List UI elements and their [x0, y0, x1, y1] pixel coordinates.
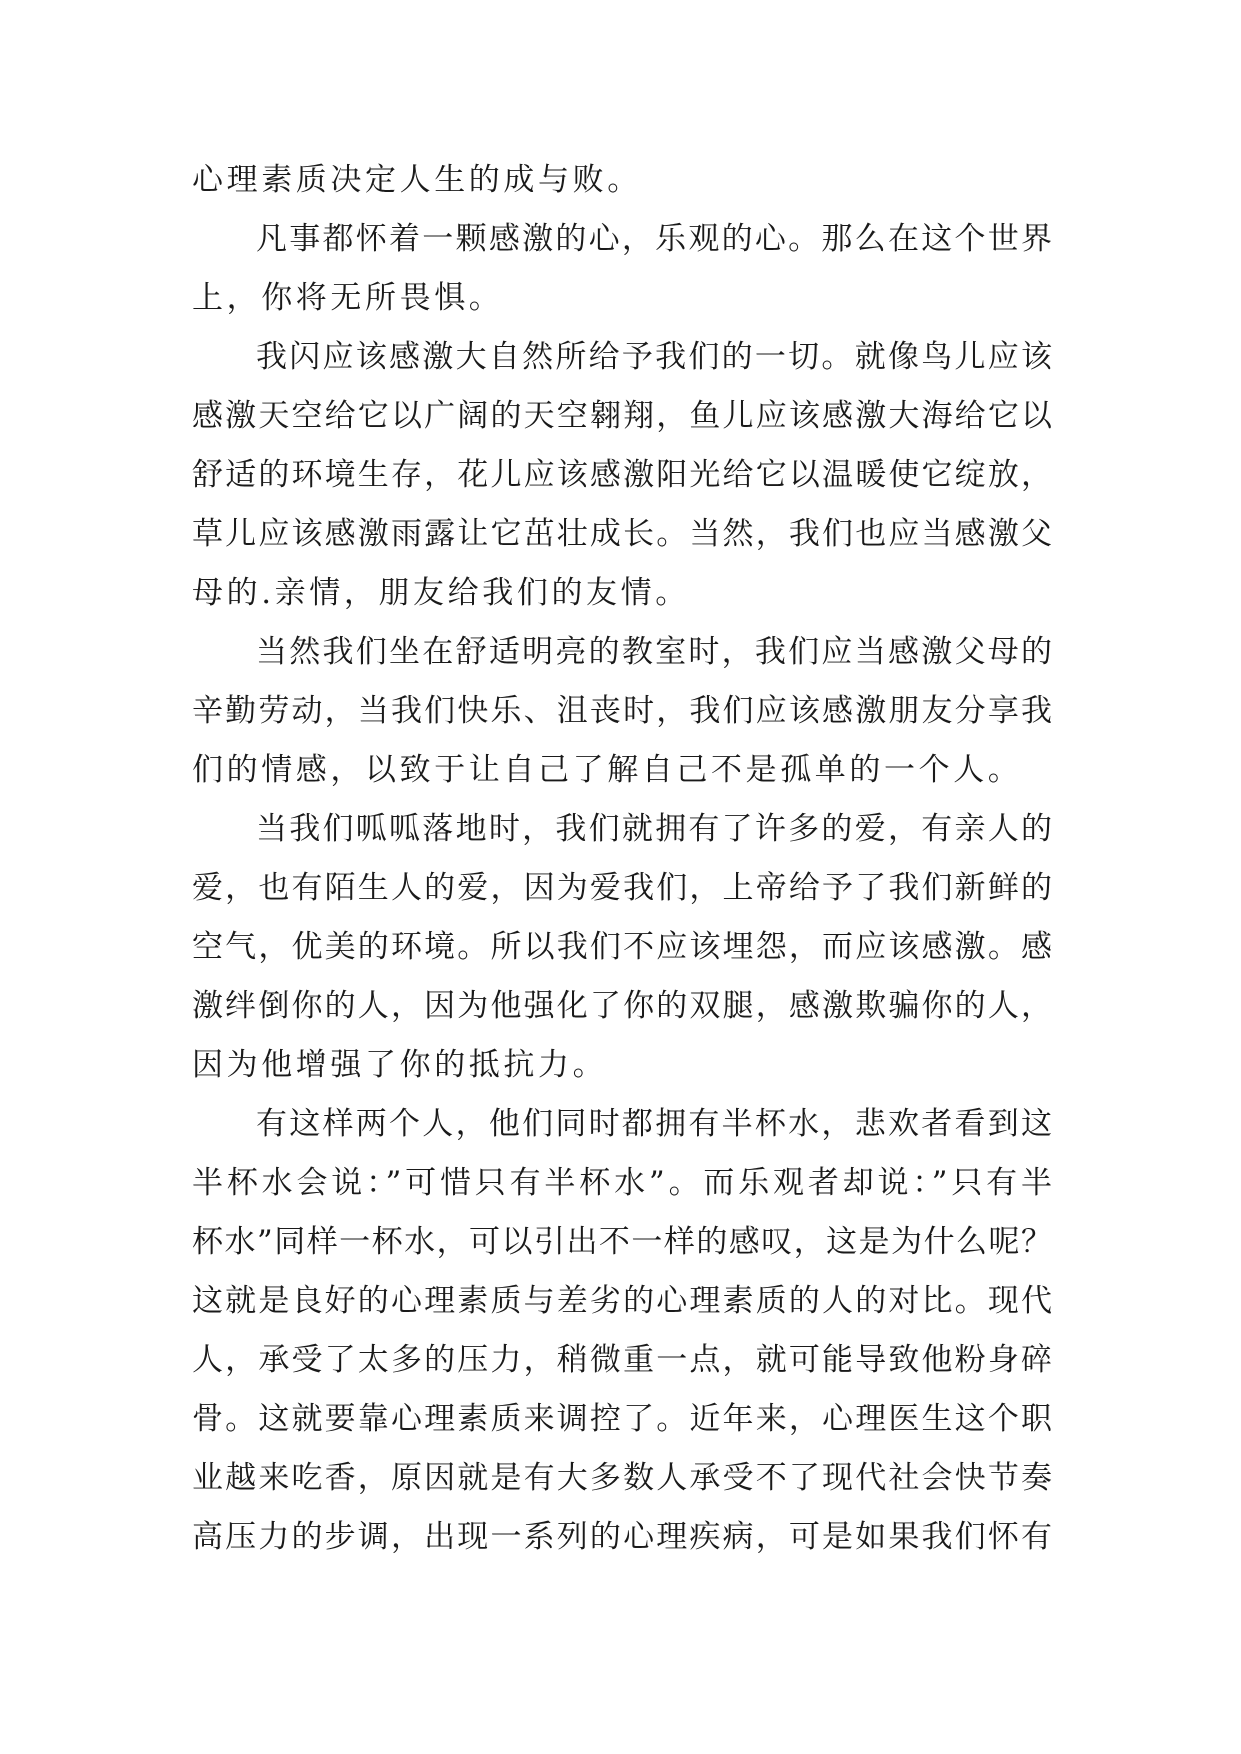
text-line: 空气，优美的环境。所以我们不应该埋怨，而应该感激。感 — [192, 929, 1052, 965]
body-text — [192, 151, 1052, 1567]
text-line: 舒适的环境生存，花儿应该感激阳光给它以温暖使它绽放， — [192, 457, 1052, 493]
text-line: 高压力的步调，出现一系列的心理疾病，可是如果我们怀有 — [192, 1519, 1052, 1555]
text-line: 当然我们坐在舒适明亮的教室时，我们应当感激父母的 — [256, 634, 1052, 670]
text-line: 半杯水会说：”可惜只有半杯水”。而乐观者却说：”只有半 — [192, 1165, 1052, 1201]
text-line: 们的情感，以致于让自己了解自己不是孤单的一个人。 — [192, 752, 1023, 788]
text-line: 上，你将无所畏惧。 — [192, 280, 504, 316]
text-line: 杯水”同样一杯水，可以引出不一样的感叹，这是为什么呢？ — [192, 1224, 1052, 1260]
text-line: 爱，也有陌生人的爱，因为爱我们，上帝给予了我们新鲜的 — [192, 870, 1052, 906]
text-line: 心理素质决定人生的成与败。 — [192, 162, 642, 198]
text-line: 辛勤劳动，当我们快乐、沮丧时，我们应该感激朋友分享我 — [192, 693, 1052, 729]
text-line: 有这样两个人，他们同时都拥有半杯水，悲欢者看到这 — [256, 1106, 1052, 1142]
text-line: 业越来吃香，原因就是有大多数人承受不了现代社会快节奏 — [192, 1460, 1052, 1496]
text-line: 骨。这就要靠心理素质来调控了。近年来，心理医生这个职 — [192, 1401, 1052, 1437]
text-line: 当我们呱呱落地时，我们就拥有了许多的爱，有亲人的 — [256, 811, 1052, 847]
text-line: 感激天空给它以广阔的天空翱翔，鱼儿应该感激大海给它以 — [192, 398, 1052, 434]
text-line: 人，承受了太多的压力，稍微重一点，就可能导致他粉身碎 — [192, 1342, 1052, 1378]
text-line: 凡事都怀着一颗感激的心，乐观的心。那么在这个世界 — [256, 221, 1052, 257]
text-line: 我闪应该感激大自然所给予我们的一切。就像鸟儿应该 — [256, 339, 1052, 375]
text-line: 母的.亲情，朋友给我们的友情。 — [192, 575, 690, 611]
text-line: 激绊倒你的人，因为他强化了你的双腿，感激欺骗你的人， — [192, 988, 1052, 1024]
text-line: 草儿应该感激雨露让它茁壮成长。当然，我们也应当感激父 — [192, 516, 1052, 552]
text-line: 这就是良好的心理素质与差劣的心理素质的人的对比。现代 — [192, 1283, 1052, 1319]
text-line: 因为他增强了你的抵抗力。 — [192, 1047, 608, 1083]
